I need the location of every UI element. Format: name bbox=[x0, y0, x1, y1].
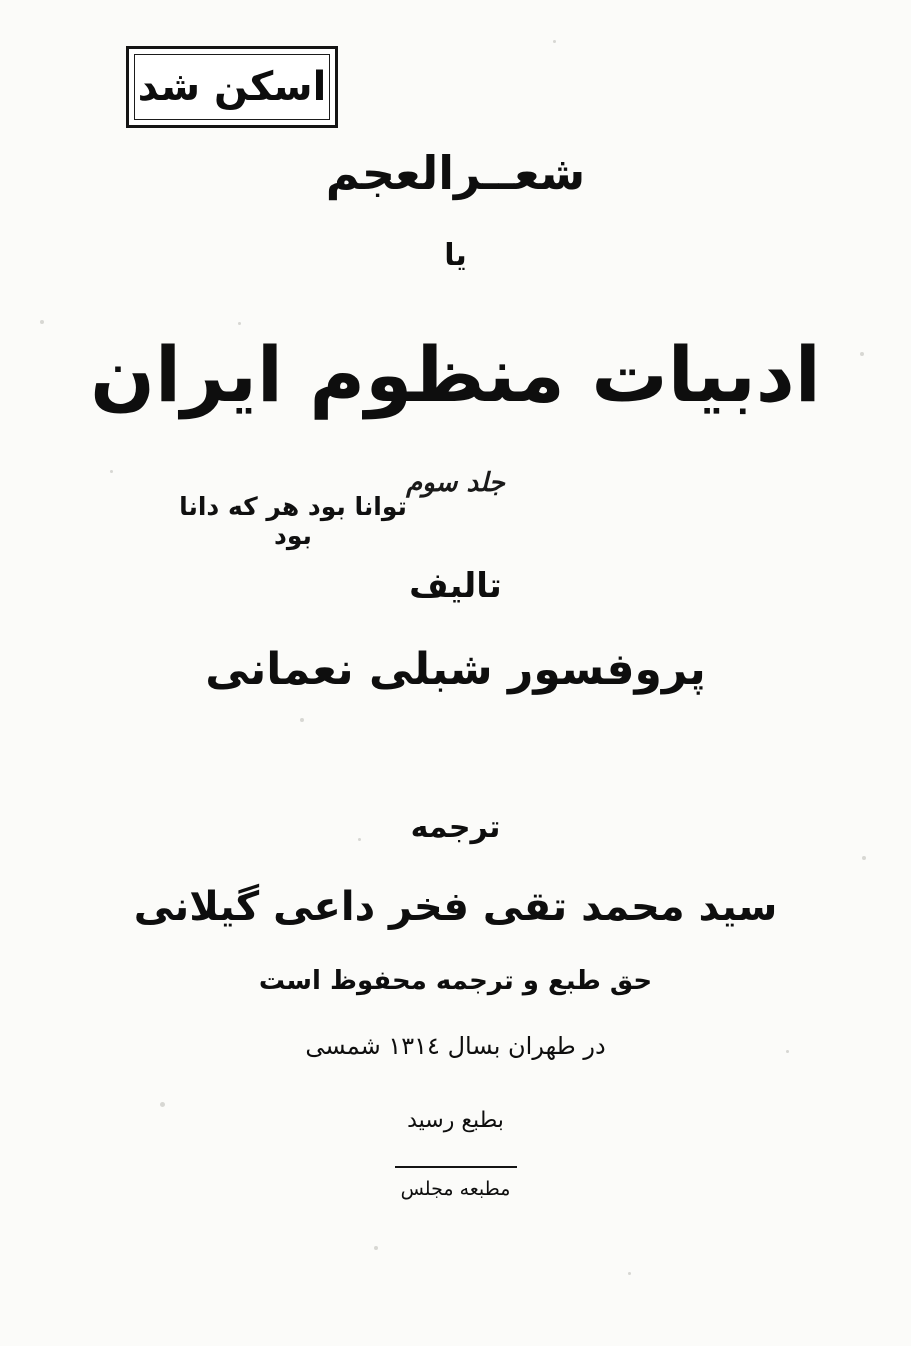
page-title: ادبیات منظوم ایران bbox=[90, 330, 821, 419]
place-and-year: در طهران بسال ١٣١٤ شمسی bbox=[305, 1032, 606, 1060]
copyright-notice: حق طبع و ترجمه محفوظ است bbox=[258, 966, 653, 996]
scanned-stamp bbox=[126, 46, 338, 128]
scan-speck bbox=[862, 856, 866, 860]
scan-speck bbox=[374, 1246, 378, 1250]
scan-speck bbox=[160, 1102, 165, 1107]
motto-text: توانا بود هر که دانا بود bbox=[179, 492, 407, 550]
printed-note: بطبع رسید bbox=[407, 1108, 504, 1133]
scan-speck bbox=[238, 322, 241, 325]
press-name: مطبعه مجلس bbox=[400, 1178, 511, 1200]
series-title: شعــرالعجم bbox=[325, 146, 586, 200]
scan-speck bbox=[553, 40, 556, 43]
translator-name: سید محمد تقی فخر داعی گیلانی bbox=[133, 884, 778, 930]
translation-label: ترجمه bbox=[410, 810, 501, 845]
scanned-stamp-label: اسكن شد bbox=[137, 64, 327, 110]
scan-speck bbox=[628, 1272, 631, 1275]
alternative-title-connector: یا bbox=[444, 238, 467, 273]
volume-note: جلد سوم bbox=[406, 468, 505, 498]
authorship-label: تالیف bbox=[409, 566, 502, 606]
scan-speck bbox=[300, 718, 304, 722]
author-name: پروفسور شبلی نعمانی bbox=[205, 644, 706, 695]
divider-rule bbox=[395, 1166, 517, 1168]
scanned-stamp-inner-border bbox=[134, 54, 330, 120]
scan-speck bbox=[40, 320, 44, 324]
